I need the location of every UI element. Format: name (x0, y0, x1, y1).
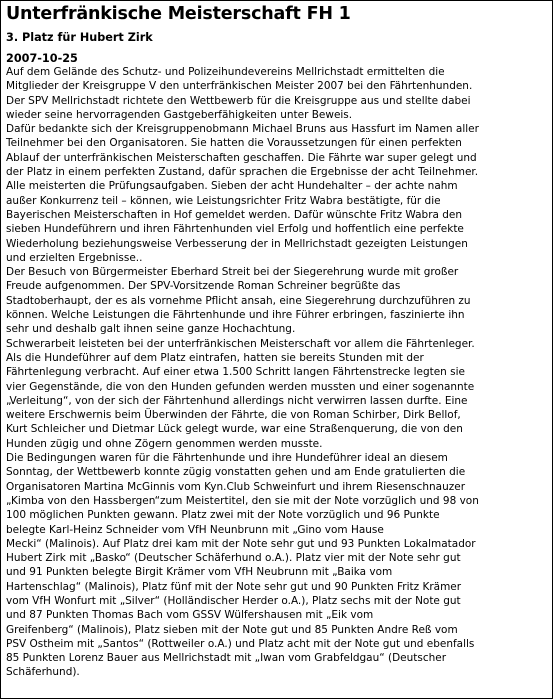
article-line: und 91 Punkten belegte Birgit Krämer vom VfH Neubrunn mit „Baika vom (6, 566, 393, 579)
article-line: Kurt Schleicher und Dietmar Lück gelegt wurde, war eine Straßenquerung, die von den (6, 423, 463, 436)
article-line: der Platz in einem perfekten Zustand, dafür sprachen die Ergebnisse der acht Teilnehmer. (6, 166, 479, 179)
article-line: Sonntag, der Wettbewerb konnte zügig vonstatten gehen und am Ende gratulierten die (6, 466, 466, 479)
article-line: Schwerarbeit leisteten bei der unterfränkischen Meisterschaft vor allem die Fährtenleger. (6, 337, 475, 350)
article-title: Unterfränkische Meisterschaft FH 1 (6, 4, 351, 24)
article-line: Bayerischen Meisterschaften in Hof gemeldet werden. Dafür wünschte Fritz Wabra den (6, 208, 463, 221)
article-line: Ablauf der unterfränkischen Meisterschaften geschaffen. Die Fährte war super gelegt und (6, 151, 477, 164)
article-line: Organisatoren Martina McGinnis vom Kyn.Club Schweinfurt und ihrem Riesenschnauzer (6, 480, 466, 493)
article-line: weitere Erschwernis beim Überwinden der Fährte, die von Roman Schirber, Dirk Bellof, (6, 409, 461, 422)
article-line: Mecki“ (Malinois). Auf Platz drei kam mit der Note sehr gut und 93 Punkten Lokalmatador (6, 537, 476, 550)
article-line: sieben Hundeführern und ihren Fährtenhunden viel Erfolg und hoffentlich eine perfekte (6, 223, 464, 236)
article-line: Hubert Zirk mit „Basko“ (Deutscher Schäferhund o.A.). Platz vier mit der Note sehr gut (6, 552, 461, 565)
article-line: vier Gegenstände, die von den Hunden gefunden werden mussten und einer sogenannte (6, 380, 475, 393)
article-line: außer Konkurrenz teil – können, wie Leistungsrichter Fritz Wabra bestätigte, für die (6, 194, 441, 207)
article-line: Schäferhund). (6, 666, 80, 679)
article-line: wieder seine hervorragenden Gastgeberfähigkeiten unter Beweis. (6, 108, 353, 121)
article-content (1, 1, 552, 680)
article-line: vom VfH Wonfurt mit „Silver“ (Holländischer Herder o.A.), Platz sechs mit der Note gut (6, 594, 461, 607)
article-line: Teilnehmer bei den Organisatoren. Sie hatten die Voraussetzungen für einen perfekten (6, 137, 462, 150)
article-body (6, 65, 552, 680)
article-line: „Verleitung“, von der sich der Fährtenhund allerdings nicht verwirren lassen durfte. Eine (6, 394, 468, 407)
article-line: sehr und deshalb galt ihnen seine ganze Hochachtung. (6, 323, 296, 336)
article-line: und erzielten Ergebnisse.. (6, 251, 143, 264)
article-line: Hunden zügig und ohne Zögern genommen werden musste. (6, 437, 323, 450)
article-line: Greifenberg“ (Malinois), Platz sieben mit der Note gut und 85 Punkten Andre Reß vom (6, 623, 458, 636)
article-line: Der SPV Mellrichstadt richtete den Wettbewerb für die Kreisgruppe aus und stellte dabei (6, 94, 471, 107)
article-line: Alle meisterten die Prüfungsaufgaben. Sieben der acht Hundehalter – der achte nahm (6, 180, 458, 193)
article-line: „Kimba von den Hassbergen“zum Meistertitel, den sie mit der Note vorzüglich und 98 von (6, 494, 479, 507)
article-line: Dafür bedankte sich der Kreisgruppenobmann Michael Bruns aus Hassfurt im Namen aller (6, 123, 479, 136)
article-line: Als die Hundeführer auf dem Platz eintrafen, hatten sie bereits Stunden mit der (6, 351, 424, 364)
article-line: 85 Punkten Lorenz Bauer aus Mellrichstadt mit „Iwan vom Grabfeldgau“ (Deutscher (6, 652, 447, 665)
article-subtitle: 3. Platz für Hubert Zirk (6, 31, 153, 44)
article-line: Freude aufgenommen. Der SPV-Vorsitzende Roman Schreiner begrüßte das (6, 280, 401, 293)
article-line: Fährtenlegung verbracht. Auf einer etwa 1.500 Schritt langen Fährtenstrecke legten sie (6, 366, 465, 379)
article-line: 100 möglichen Punkten gewann. Platz zwei mit der Note vorzüglich und 96 Punkte (6, 509, 440, 522)
article-line: und 87 Punkten Thomas Bach vom GSSV Wülfershausen mit „Eik vom (6, 609, 374, 622)
article-line: belegte Karl-Heinz Schneider vom VfH Neunbrunn mit „Gino vom Hause (6, 523, 384, 536)
article-date: 2007-10-25 (6, 52, 78, 65)
article-line: können. Welche Leistungen die Fährtenhunde und ihre Führer erbringen, faszinierte ihn (6, 309, 465, 322)
article-line: PSV Ostheim mit „Santos“ (Rottweiler o.A.) und Platz acht mit der Note gut und ebenfalls (6, 637, 475, 650)
article-line: Auf dem Gelände des Schutz- und Polizeihundevereins Mellrichstadt ermittelten die (6, 66, 445, 78)
article-line: Der Besuch von Bürgermeister Eberhard Streit bei der Siegerehrung wurde mit großer (6, 266, 459, 279)
article-line: Stadtoberhaupt, der es als vornehme Pflicht ansah, eine Siegerehrung durchzuführen zu (6, 294, 471, 307)
article-line: Die Bedingungen waren für die Fährtenhunde und ihre Hundeführer ideal an diesem (6, 452, 448, 465)
article-line: Wiederholung beziehungsweise Verbesserung der in Mellrichstadt gezeigten Leistungen (6, 237, 468, 250)
article-line: Hartenschlag“ (Malinois), Platz fünf mit der Note sehr gut und 90 Punkten Fritz Krämer (6, 580, 462, 593)
article-line: Mitglieder der Kreisgruppe V den unterfränkischen Meister 2007 bei den Fährtenhunden. (6, 80, 473, 93)
